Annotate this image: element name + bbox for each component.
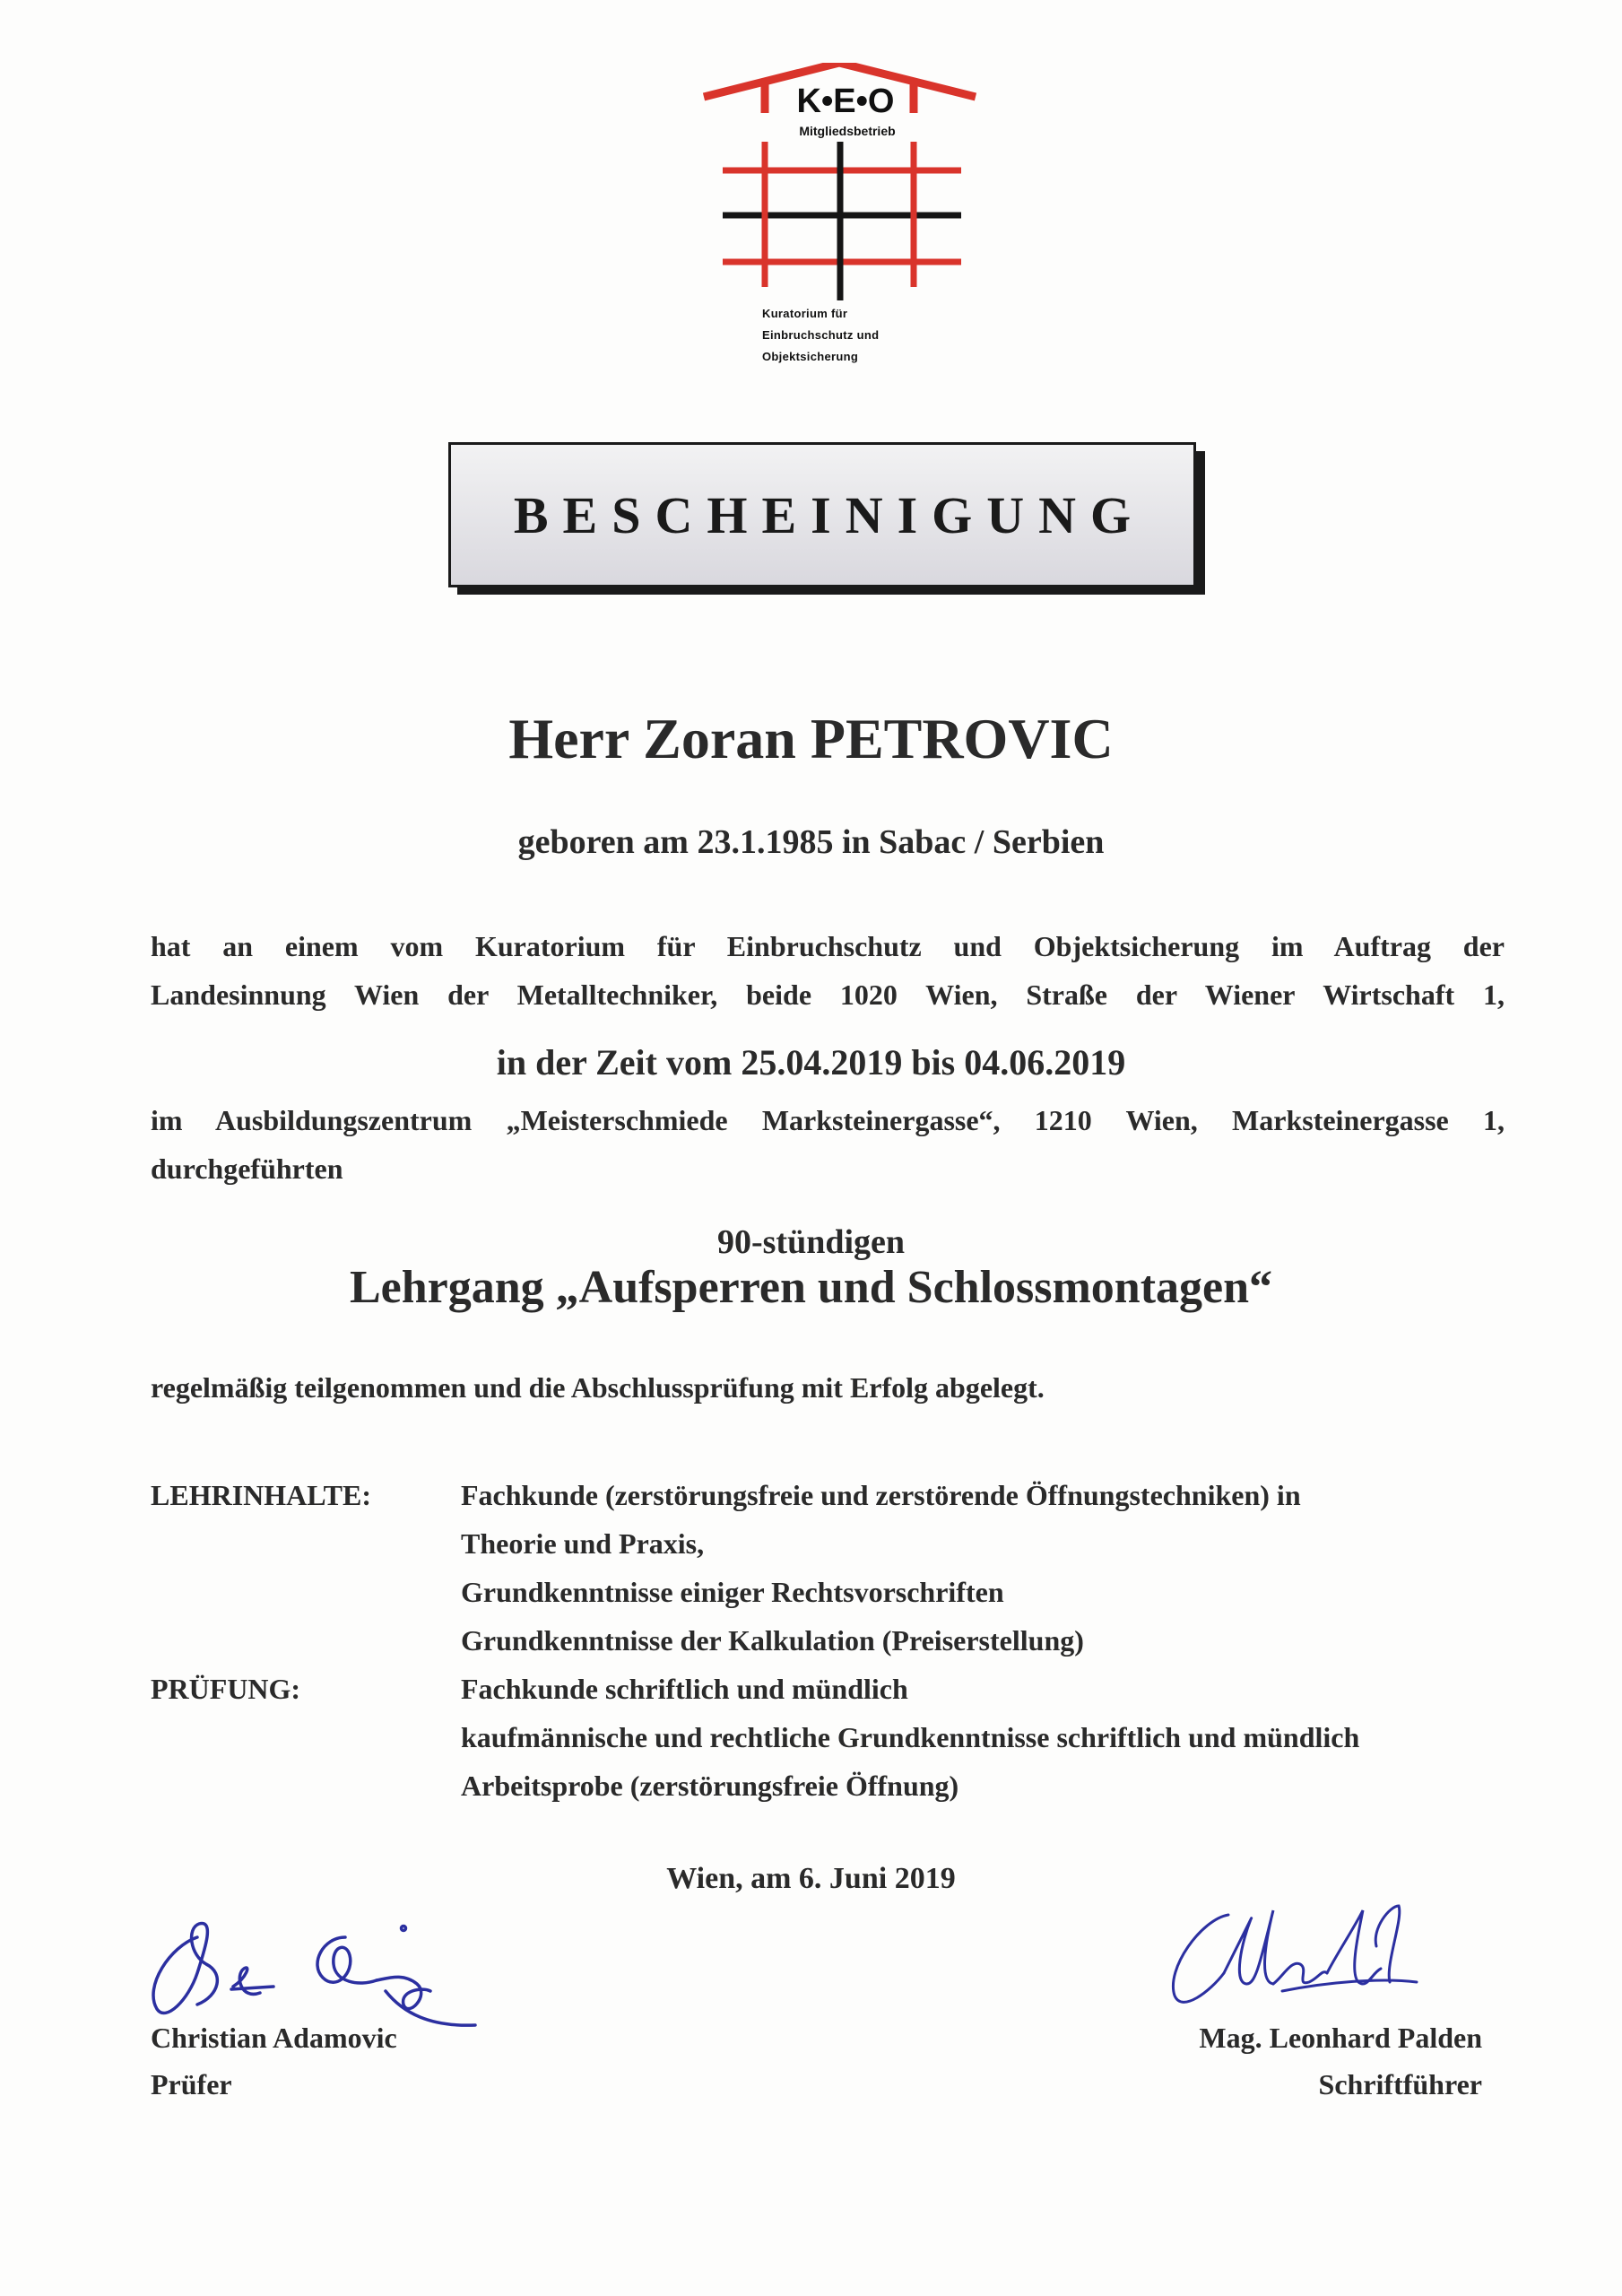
paragraph-1-line-1: hat an einem vom Kuratorium für Einbruchschutz und Objektsicherung im Auftrag der <box>151 930 1505 962</box>
pruefung-item: Fachkunde schriftlich und mündlich <box>461 1673 908 1705</box>
course-title: Lehrgang „Aufsperren und Schlossmontagen“ <box>349 1262 1273 1313</box>
signatory-left <box>151 2014 397 2108</box>
pruefung-label: PRÜFUNG: <box>151 1673 301 1705</box>
pruefung-item: kaufmännische und rechtliche Grundkenntnisse schriftlich und mündlich <box>461 1721 1360 1753</box>
lehrinhalte-item: Grundkenntnisse einiger Rechtsvorschriften <box>461 1576 1004 1608</box>
logo-title: K•E•O <box>796 83 895 120</box>
pruefung-item: Arbeitsprobe (zerstörungsfreie Öffnung) <box>461 1770 959 1802</box>
lehrinhalte-item: Theorie und Praxis, <box>461 1527 705 1560</box>
document-title: BESCHEINIGUNG <box>513 485 1146 544</box>
date-place: Wien, am 6. Juni 2019 <box>666 1862 956 1895</box>
paragraph-3: regelmäßig teilgenommen und die Abschlussprüfung mit Erfolg abgelegt. <box>151 1371 1045 1404</box>
title-box-frame <box>448 442 1196 587</box>
signatory-right-role: Schriftführer <box>1318 2068 1482 2100</box>
logo-caption-line-2: Einbruchschutz und <box>762 328 880 342</box>
paragraph-1-line-2: Landesinnung Wien der Metalltechniker, beide 1020 Wien, Straße der Wiener Wirtschaft 1, <box>151 978 1505 1011</box>
paragraph-2-line-2: durchgeführten <box>151 1152 343 1185</box>
signatory-left-name: Christian Adamovic <box>151 2022 397 2054</box>
logo-caption-line-1: Kuratorium für <box>762 307 848 320</box>
logo-caption-line-3: Objektsicherung <box>762 350 859 363</box>
pruefung-list <box>461 1665 1519 1810</box>
signatory-left-role: Prüfer <box>151 2068 232 2100</box>
logo-subtitle: Mitgliedsbetrieb <box>799 124 896 138</box>
paragraph-2-line-1: im Ausbildungszentrum „Meisterschmiede Marksteinergasse“, 1210 Wien, Marksteinergasse 1, <box>151 1104 1505 1136</box>
lehrinhalte-list <box>461 1471 1519 1665</box>
keo-logo <box>690 63 995 386</box>
signatory-right <box>1199 2014 1482 2108</box>
recipient-name: Herr Zoran PETROVIC <box>508 707 1114 770</box>
course-hours: 90-stündigen <box>716 1223 906 1261</box>
lehrinhalte-item: Fachkunde (zerstörungsfreie und zerstörende Öffnungstechniken) in <box>461 1479 1301 1511</box>
lehrinhalte-item: Grundkenntnisse der Kalkulation (Preiserstellung) <box>461 1624 1084 1657</box>
lehrinhalte-label: LEHRINHALTE: <box>151 1479 371 1511</box>
signatory-right-name: Mag. Leonhard Palden <box>1199 2022 1482 2054</box>
birth-info: geboren am 23.1.1985 in Sabac / Serbien <box>517 823 1105 861</box>
title-box <box>448 442 1207 596</box>
signature-palden-icon <box>1148 1892 1470 2018</box>
course-period: in der Zeit vom 25.04.2019 bis 04.06.2019 <box>496 1042 1126 1083</box>
